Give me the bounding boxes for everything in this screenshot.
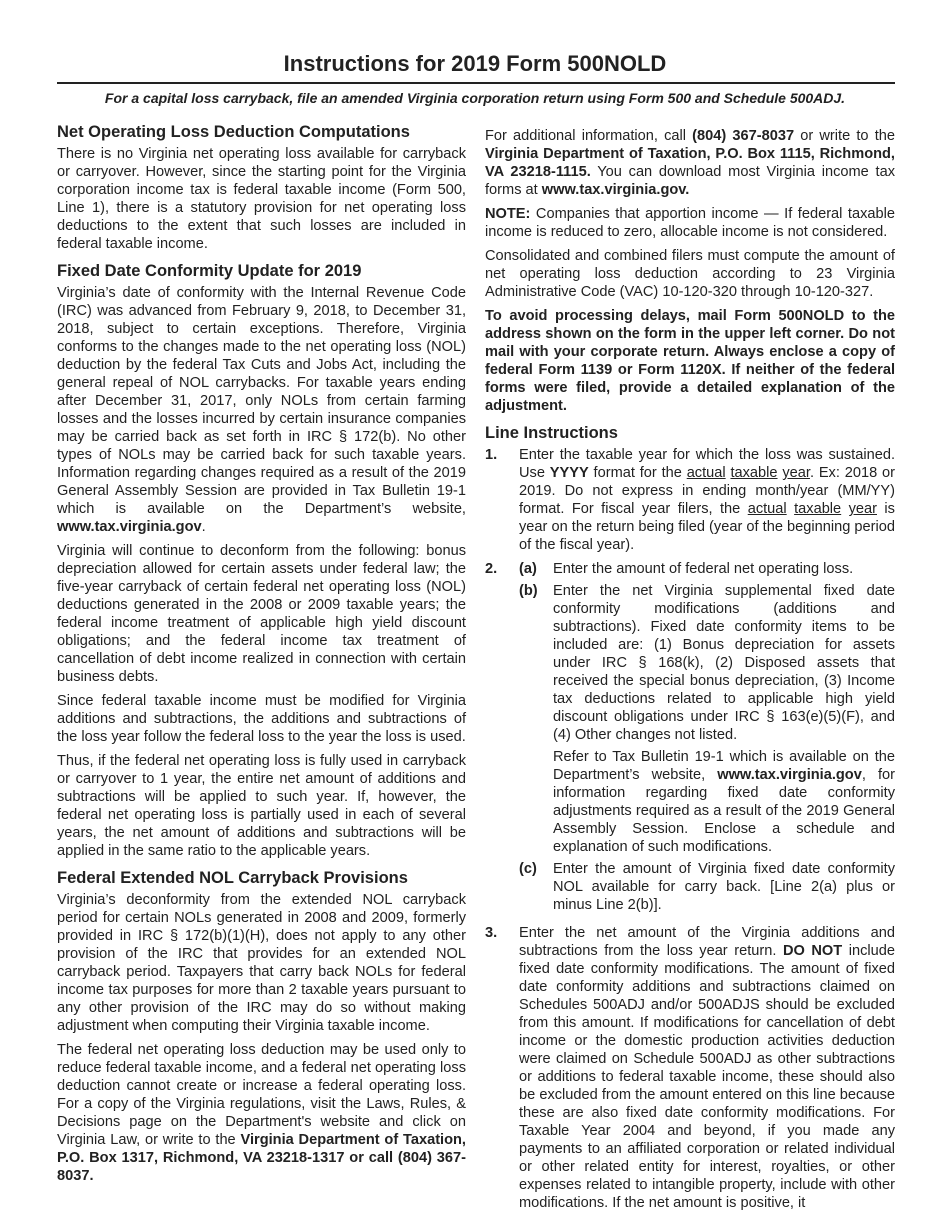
paragraph: The federal net operating loss deduction may be used only to reduce federal taxable income, and a federal net operating loss deduction cannot create or increase a federal operating loss. For a copy of the Virginia regulations, visit the Laws, Rules, & Decisions page on the Department's website and click on Virginia Law, or write to the Virginia Department of Taxation, P.O. Box 1317, Richmond, VA 23218-1317 or call (804) 367-8037. bbox=[57, 1042, 466, 1184]
left-column bbox=[57, 122, 466, 1191]
line-instruction-3: 3. Enter the net amount of the Virginia additions and subtractions from the loss year return. DO NOT include fixed date conformity modifications. The amount of fixed date conformity additions and subtractions claimed on Schedules 500ADJ and/or 500ADJS should be excluded from this amount. If modifications for cancellation of debt income or the domestic production activities deduction were claimed on Schedule 500ADJ as other subtractions or additions to federal taxable income, these should also be excluded from the amount entered on this line because these are also fixed date conformity modifications. For Taxable Year 2004 and beyond, if you made any payments to an affiliated corporation or related individual or other related entity for interest, royalties, or other expenses related to intangible property, include with other modifications. If the net amount is positive, it bbox=[485, 925, 895, 1211]
right-column bbox=[485, 127, 895, 1218]
paragraph: Virginia’s date of conformity with the Internal Revenue Code (IRC) was advanced from February 9, 2018, to December 31, 2018, subject to certain exceptions. Therefore, Virginia conforms to the changes made to the net operating loss (NOL) deduction by the federal Tax Cuts and Jobs Act, including the general repeal of NOL carrybacks. For taxable years ending after December 31, 2017, only NOLs from certain farming losses and the losses incurred by certain insurance companies may be carried back as set forth in IRC § 172(b). No other types of NOLs may be carried back for such taxable years. Information regarding changes required as a result of the 2019 General Assembly Session are provided in Tax Bulletin 19-1 which is available on the Department’s website, www.tax.virginia.gov. bbox=[57, 285, 466, 535]
page-subtitle: For a capital loss carryback, file an amended Virginia corporation return using Form 500 and Schedule 500ADJ. bbox=[104, 90, 846, 106]
heading-extended-nol: Federal Extended NOL Carryback Provisions bbox=[57, 869, 408, 887]
line-2a: (a) Enter the amount of federal net operating loss. bbox=[519, 561, 854, 577]
paragraph: Virginia will continue to deconform from the following: bonus depreciation allowed for certain assets under federal law; the five-year carryback of certain federal net operating loss (NOL) deductions generated in the 2008 or 2009 taxable years; the federal income treatment of applicable high yield discount obligations; and the federal income tax treatment of cancellation of debt income realized in connection with certain business debts. bbox=[57, 543, 466, 685]
phone-number: (804) 367-8037 bbox=[692, 128, 795, 144]
paragraph: For additional information, call (804) 367-8037 or write to the Virginia Department of Taxation, P.O. Box 1115, Richmond, VA 23218-1115. You can download most Virginia income tax forms at www.tax.virginia.gov. bbox=[485, 128, 895, 198]
heading-nol-deduction: Net Operating Loss Deduction Computations bbox=[57, 123, 410, 141]
line-instruction-1: 1. Enter the taxable year for which the loss was sustained. Use YYYY format for the actual taxable year. Ex: 2018 or 2019. Do not express in ending month/year (MM/YY) format. For fiscal year filers, the actual taxable year is year on the return being filed (year of the beginning period of the fiscal year). bbox=[485, 447, 895, 553]
paragraph: Consolidated and combined filers must compute the amount of net operating loss deduction according to 23 Virginia Administrative Code (VAC) 10-120-320 through 10-120-327. bbox=[485, 248, 895, 300]
paragraph: Thus, if the federal net operating loss is fully used in carryback or carryover to 1 year, the entire net amount of additions and subtractions will be applied to such year. If, however, the federal net operating loss is partially used in each of several years, the net amount of additions and subtractions will be applied in the same ratio to the applicable years. bbox=[57, 753, 466, 859]
website-link[interactable]: www.tax.virginia.gov bbox=[717, 767, 862, 783]
line-instruction-2: 2. (a) Enter the amount of federal net operating loss. (b) Enter the net Virginia supplemental fixed date conformity modifications (additions and subtractions). Fixed date conformity items to be included are: (1) Bonus depreciation for assets under IRC § 168(k), (2) Disposed assets that received the special bonus depreciation, (3) Income tax deductions related to applicable high yield discount obligations under IRC § 163(e)(5)(F), and (4) Other changes not listed. Refer to Tax Bulletin 19-1 which is available on the Department’s website, www.tax.virginia.gov, for information regarding fixed date conformity adjustments required as a result of the 2019 General Assembly Session. Enclose a schedule and explanation of such modifications. (c) Enter the amount of Virginia fixed date conformity NOL available for carry back. [Line 2(a) plus or minus Line 2(b)]. bbox=[485, 561, 896, 913]
page-title: Instructions for 2019 Form 500NOLD bbox=[283, 51, 667, 76]
website-link[interactable]: www.tax.virginia.gov bbox=[57, 519, 202, 535]
heading-line-instructions: Line Instructions bbox=[485, 424, 618, 442]
note-paragraph: NOTE: Companies that apportion income — If federal taxable income is reduced to zero, allocable income is not considered. bbox=[485, 206, 895, 240]
paragraph: There is no Virginia net operating loss available for carryback or carryover. However, since the starting point for the Virginia corporation income tax is federal taxable income (Form 500, Line 1), there is a statutory provision for net operating loss deductions to the extent that such losses are included in federal taxable income. bbox=[57, 146, 466, 252]
contact-address: Virginia Department of Taxation, P.O. Box 1317, Richmond, VA 23218-1317 or call (804) 367-8037. bbox=[57, 1132, 466, 1184]
note-label: NOTE: bbox=[485, 206, 531, 222]
line-2c: (c) Enter the amount of Virginia fixed date conformity NOL available for carry back. [Line 2(a) plus or minus Line 2(b)]. bbox=[519, 861, 895, 913]
paragraph: Since federal taxable income must be modified for Virginia additions and subtractions, the additions and subtractions of the loss year follow the federal loss to the year the loss is used. bbox=[57, 693, 466, 745]
title-rule bbox=[57, 82, 895, 84]
bold-paragraph: To avoid processing delays, mail Form 500NOLD to the address shown on the form in the upper left corner. Do not mail with your corporate return. Always enclose a copy of federal Form 1139 or Form 1120X. If neither of the federal forms were filed, provide a detailed explanation of the adjustment. bbox=[485, 308, 895, 414]
heading-fixed-date-conformity: Fixed Date Conformity Update for 2019 bbox=[57, 262, 362, 280]
mailing-address: Virginia Department of Taxation, P.O. Box 1115, Richmond, VA 23218-1115. bbox=[485, 146, 895, 180]
paragraph: Virginia’s deconformity from the extended NOL carryback period for certain NOLs generated in 2008 and 2009, formerly provided in IRC § 172(b)(1)(H), does not apply to any other provision of the IRC that provides for an extended NOL carryback period. Taxpayers that carry back NOLs for federal income tax purposes for more than 2 taxable years pursuant to any other provision of the IRC may do so without making adjustment when computing their Virginia taxable income. bbox=[57, 892, 466, 1034]
line-2b-reference: Refer to Tax Bulletin 19-1 which is available on the Department’s website, www.tax.virginia.gov, for information regarding fixed date conformity adjustments required as a result of the 2019 General Assembly Session. Enclose a schedule and explanation of such modifications. bbox=[553, 749, 896, 855]
website-link[interactable]: www.tax.virginia.gov. bbox=[541, 182, 690, 198]
line-2b: (b) Enter the net Virginia supplemental fixed date conformity modifications (additions and subtractions). Fixed date conformity items to be included are: (1) Bonus depreciation for assets under IRC § 168(k), (2) Disposed assets that received the special bonus depreciation, (3) Income tax deductions related to applicable high yield discount obligations under IRC § 163(e)(5)(F), and (4) Other changes not listed. bbox=[519, 583, 895, 743]
